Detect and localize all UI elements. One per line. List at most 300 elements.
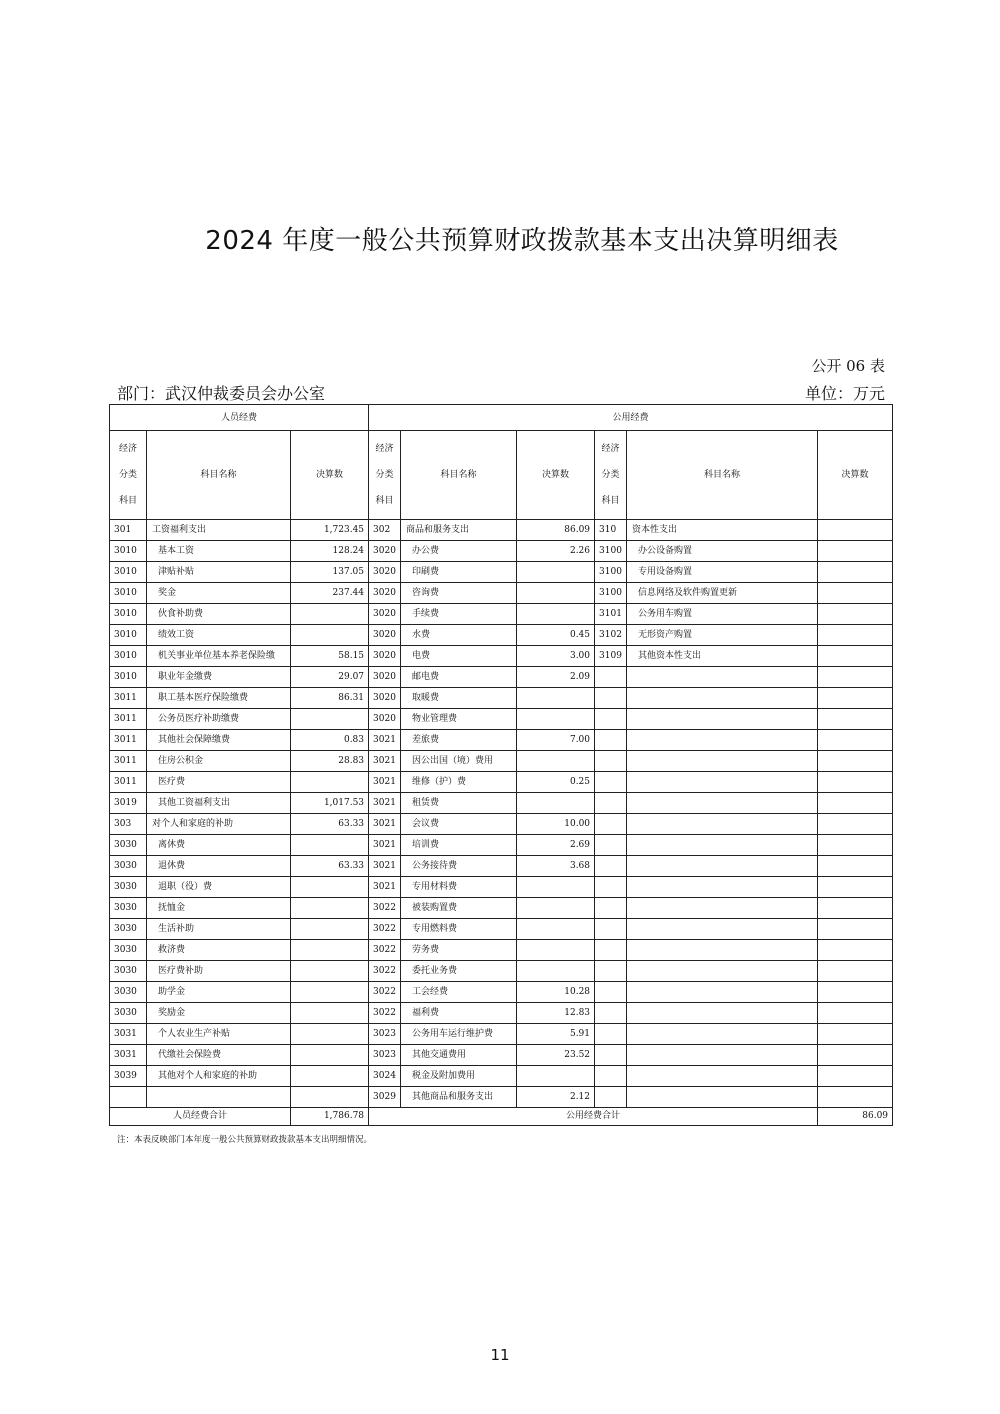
name-cell: 商品和服务支出 [401, 520, 517, 541]
amount-cell: 86.09 [517, 520, 595, 541]
code-cell [595, 1003, 627, 1024]
name-cell [147, 1087, 291, 1108]
code-cell: 3020 [369, 646, 401, 667]
amount-cell [818, 940, 893, 961]
code-cell [595, 856, 627, 877]
amount-cell [517, 1066, 595, 1087]
code-cell: 310 [595, 520, 627, 541]
code-cell: 3030 [110, 898, 147, 919]
amount-cell: 29.07 [291, 667, 369, 688]
amount-cell: 2.12 [517, 1087, 595, 1108]
code-cell: 3022 [369, 919, 401, 940]
table-code: 公开 06 表 [811, 357, 885, 375]
name-cell: 其他交通费用 [401, 1045, 517, 1066]
code-cell: 3011 [110, 751, 147, 772]
name-cell [627, 730, 818, 751]
code-cell: 3023 [369, 1045, 401, 1066]
code-cell [595, 709, 627, 730]
amount-cell: 0.25 [517, 772, 595, 793]
name-cell: 物业管理费 [401, 709, 517, 730]
code-cell: 3030 [110, 877, 147, 898]
code-cell: 3030 [110, 856, 147, 877]
name-cell: 对个人和家庭的补助 [147, 814, 291, 835]
amount-cell [517, 583, 595, 604]
name-cell [627, 940, 818, 961]
name-cell: 机关事业单位基本养老保险缴 [147, 646, 291, 667]
table-row [110, 898, 893, 919]
name-cell [627, 835, 818, 856]
code-cell: 3030 [110, 835, 147, 856]
amount-cell [291, 898, 369, 919]
amount-cell [291, 982, 369, 1003]
code-cell: 3020 [369, 667, 401, 688]
name-cell: 医疗费补助 [147, 961, 291, 982]
code-cell: 3020 [369, 625, 401, 646]
code-cell [595, 667, 627, 688]
code-cell: 3102 [595, 625, 627, 646]
name-cell: 公务员医疗补助缴费 [147, 709, 291, 730]
code-cell: 3022 [369, 982, 401, 1003]
column-header-row [110, 431, 893, 520]
amount-cell: 28.83 [291, 751, 369, 772]
code-cell: 3101 [595, 604, 627, 625]
name-cell [627, 919, 818, 940]
name-cell: 其他工资福利支出 [147, 793, 291, 814]
code-cell: 3021 [369, 793, 401, 814]
table-row [110, 1024, 893, 1045]
table-row [110, 688, 893, 709]
name-cell [627, 1003, 818, 1024]
code-cell: 3021 [369, 835, 401, 856]
amount-cell [818, 625, 893, 646]
table-row [110, 646, 893, 667]
code-cell: 3010 [110, 604, 147, 625]
name-cell: 离休费 [147, 835, 291, 856]
col-amount-header: 决算数 [818, 431, 893, 520]
amount-cell: 1,017.53 [291, 793, 369, 814]
department-label: 部门：武汉仲裁委员会办公室 [117, 384, 326, 403]
amount-cell: 2.26 [517, 541, 595, 562]
code-cell: 3010 [110, 583, 147, 604]
col-name-header: 科目名称 [401, 431, 517, 520]
amount-cell [818, 856, 893, 877]
amount-cell [517, 562, 595, 583]
code-cell: 3010 [110, 625, 147, 646]
name-cell: 办公费 [401, 541, 517, 562]
code-cell [595, 940, 627, 961]
table-row [110, 772, 893, 793]
table-row [110, 520, 893, 541]
amount-cell: 2.09 [517, 667, 595, 688]
code-cell [595, 982, 627, 1003]
name-cell: 专用燃料费 [401, 919, 517, 940]
table-row [110, 982, 893, 1003]
table-row [110, 919, 893, 940]
public-total-amount: 86.09 [818, 1108, 893, 1126]
name-cell: 奖励金 [147, 1003, 291, 1024]
name-cell [627, 1066, 818, 1087]
amount-cell: 2.69 [517, 835, 595, 856]
amount-cell: 10.00 [517, 814, 595, 835]
amount-cell [818, 709, 893, 730]
public-total-label: 公用经费合计 [369, 1108, 818, 1126]
table-row [110, 877, 893, 898]
name-cell: 维修（护）费 [401, 772, 517, 793]
name-cell: 基本工资 [147, 541, 291, 562]
code-cell: 3020 [369, 688, 401, 709]
name-cell: 邮电费 [401, 667, 517, 688]
name-cell: 手续费 [401, 604, 517, 625]
table-row [110, 751, 893, 772]
amount-cell [818, 1003, 893, 1024]
name-cell: 奖金 [147, 583, 291, 604]
amount-cell [818, 982, 893, 1003]
name-cell: 津贴补贴 [147, 562, 291, 583]
code-cell: 3030 [110, 940, 147, 961]
personnel-total-amount: 1,786.78 [291, 1108, 369, 1126]
code-cell [595, 835, 627, 856]
name-cell [627, 688, 818, 709]
code-cell: 3023 [369, 1024, 401, 1045]
name-cell: 绩效工资 [147, 625, 291, 646]
code-cell: 3011 [110, 730, 147, 751]
code-cell: 3010 [110, 667, 147, 688]
amount-cell [818, 562, 893, 583]
name-cell: 医疗费 [147, 772, 291, 793]
name-cell: 专用材料费 [401, 877, 517, 898]
col-amount-header: 决算数 [291, 431, 369, 520]
amount-cell [818, 688, 893, 709]
amount-cell [291, 625, 369, 646]
name-cell: 咨询费 [401, 583, 517, 604]
amount-cell [818, 898, 893, 919]
amount-cell [818, 646, 893, 667]
code-cell [110, 1087, 147, 1108]
code-cell: 3021 [369, 730, 401, 751]
name-cell: 代缴社会保险费 [147, 1045, 291, 1066]
name-cell: 差旅费 [401, 730, 517, 751]
amount-cell [291, 1045, 369, 1066]
name-cell [627, 772, 818, 793]
amount-cell: 128.24 [291, 541, 369, 562]
amount-cell [517, 793, 595, 814]
amount-cell [818, 772, 893, 793]
name-cell: 伙食补助费 [147, 604, 291, 625]
code-cell: 3019 [110, 793, 147, 814]
table-row [110, 625, 893, 646]
amount-cell [517, 604, 595, 625]
personnel-total-label: 人员经费合计 [110, 1108, 291, 1126]
amount-cell [818, 604, 893, 625]
code-cell: 3010 [110, 562, 147, 583]
code-cell: 301 [110, 520, 147, 541]
code-cell: 3010 [110, 541, 147, 562]
col-code-header: 经济 分类 科目 [369, 431, 401, 520]
name-cell [627, 898, 818, 919]
amount-cell [818, 1024, 893, 1045]
name-cell: 电费 [401, 646, 517, 667]
amount-cell: 86.31 [291, 688, 369, 709]
name-cell: 税金及附加费用 [401, 1066, 517, 1087]
totals-row [110, 1108, 893, 1126]
name-cell: 取暖费 [401, 688, 517, 709]
table-row [110, 835, 893, 856]
amount-cell [291, 1066, 369, 1087]
code-cell [595, 877, 627, 898]
col-amount-header: 决算数 [517, 431, 595, 520]
amount-cell [818, 583, 893, 604]
name-cell: 公务接待费 [401, 856, 517, 877]
name-cell: 抚恤金 [147, 898, 291, 919]
amount-cell: 0.83 [291, 730, 369, 751]
code-cell: 3011 [110, 688, 147, 709]
group-public-header: 公用经费 [369, 405, 893, 431]
amount-cell: 7.00 [517, 730, 595, 751]
name-cell: 无形资产购置 [627, 625, 818, 646]
name-cell: 其他资本性支出 [627, 646, 818, 667]
col-name-header: 科目名称 [147, 431, 291, 520]
amount-cell [517, 688, 595, 709]
name-cell: 工会经费 [401, 982, 517, 1003]
code-cell: 3022 [369, 961, 401, 982]
code-cell: 3021 [369, 772, 401, 793]
code-cell: 3021 [369, 877, 401, 898]
code-cell: 3020 [369, 709, 401, 730]
table-row [110, 667, 893, 688]
code-cell: 3020 [369, 541, 401, 562]
code-cell: 3022 [369, 940, 401, 961]
code-cell: 3022 [369, 1003, 401, 1024]
code-cell: 3031 [110, 1024, 147, 1045]
page-number: 11 [490, 1346, 510, 1364]
code-cell: 3029 [369, 1087, 401, 1108]
name-cell [627, 1024, 818, 1045]
name-cell: 工资福利支出 [147, 520, 291, 541]
amount-cell: 3.00 [517, 646, 595, 667]
name-cell: 劳务费 [401, 940, 517, 961]
code-cell: 3039 [110, 1066, 147, 1087]
amount-cell: 23.52 [517, 1045, 595, 1066]
amount-cell [517, 898, 595, 919]
amount-cell: 3.68 [517, 856, 595, 877]
name-cell: 水费 [401, 625, 517, 646]
amount-cell [818, 1087, 893, 1108]
name-cell: 职业年金缴费 [147, 667, 291, 688]
amount-cell [517, 877, 595, 898]
name-cell [627, 793, 818, 814]
code-cell: 3024 [369, 1066, 401, 1087]
name-cell: 专用设备购置 [627, 562, 818, 583]
amount-cell [291, 919, 369, 940]
code-cell: 3031 [110, 1045, 147, 1066]
code-cell [595, 898, 627, 919]
name-cell [627, 1045, 818, 1066]
amount-cell: 58.15 [291, 646, 369, 667]
name-cell: 印刷费 [401, 562, 517, 583]
table-row [110, 793, 893, 814]
code-cell: 3030 [110, 961, 147, 982]
name-cell: 其他社会保障缴费 [147, 730, 291, 751]
table-row [110, 814, 893, 835]
amount-cell [818, 751, 893, 772]
amount-cell [818, 1045, 893, 1066]
name-cell: 会议费 [401, 814, 517, 835]
code-cell: 3011 [110, 772, 147, 793]
amount-cell: 237.44 [291, 583, 369, 604]
name-cell: 其他商品和服务支出 [401, 1087, 517, 1108]
code-cell [595, 730, 627, 751]
amount-cell [291, 961, 369, 982]
code-cell: 3021 [369, 856, 401, 877]
code-cell: 3109 [595, 646, 627, 667]
code-cell: 3010 [110, 646, 147, 667]
code-cell: 3020 [369, 604, 401, 625]
name-cell: 退职（役）费 [147, 877, 291, 898]
amount-cell [291, 709, 369, 730]
code-cell [595, 1087, 627, 1108]
table-row [110, 604, 893, 625]
page-title: 2024 年度一般公共预算财政拨款基本支出决算明细表 [205, 226, 839, 256]
table-note: 注：本表反映部门本年度一般公共预算财政拨款基本支出明细情况。 [117, 1135, 373, 1145]
code-cell: 3030 [110, 919, 147, 940]
col-code-header: 经济 分类 科目 [595, 431, 627, 520]
amount-cell [818, 541, 893, 562]
table-row [110, 1066, 893, 1087]
code-cell: 3021 [369, 751, 401, 772]
name-cell: 生活补助 [147, 919, 291, 940]
amount-cell: 137.05 [291, 562, 369, 583]
col-name-header: 科目名称 [627, 431, 818, 520]
code-cell: 3011 [110, 709, 147, 730]
name-cell: 公务用车运行维护费 [401, 1024, 517, 1045]
name-cell: 信息网络及软件购置更新 [627, 583, 818, 604]
amount-cell [291, 604, 369, 625]
name-cell: 救济费 [147, 940, 291, 961]
name-cell: 助学金 [147, 982, 291, 1003]
name-cell: 退休费 [147, 856, 291, 877]
amount-cell: 63.33 [291, 856, 369, 877]
amount-cell [291, 1087, 369, 1108]
name-cell: 培训费 [401, 835, 517, 856]
code-cell: 3030 [110, 982, 147, 1003]
amount-cell [818, 1066, 893, 1087]
name-cell: 职工基本医疗保险缴费 [147, 688, 291, 709]
amount-cell [291, 835, 369, 856]
name-cell [627, 814, 818, 835]
amount-cell [517, 751, 595, 772]
name-cell [627, 667, 818, 688]
code-cell: 3021 [369, 814, 401, 835]
code-cell: 302 [369, 520, 401, 541]
amount-cell: 5.91 [517, 1024, 595, 1045]
table-row [110, 940, 893, 961]
amount-cell [818, 835, 893, 856]
code-cell: 3100 [595, 562, 627, 583]
name-cell: 住房公积金 [147, 751, 291, 772]
code-cell [595, 1045, 627, 1066]
name-cell: 被装购置费 [401, 898, 517, 919]
amount-cell [291, 1003, 369, 1024]
table-row [110, 730, 893, 751]
amount-cell [517, 919, 595, 940]
amount-cell: 1,723.45 [291, 520, 369, 541]
amount-cell [291, 877, 369, 898]
amount-cell [818, 877, 893, 898]
amount-cell: 63.33 [291, 814, 369, 835]
code-cell [595, 1024, 627, 1045]
name-cell [627, 982, 818, 1003]
name-cell: 因公出国（境）费用 [401, 751, 517, 772]
name-cell [627, 709, 818, 730]
name-cell: 其他对个人和家庭的补助 [147, 1066, 291, 1087]
amount-cell [517, 961, 595, 982]
amount-cell [818, 961, 893, 982]
table-row [110, 1003, 893, 1024]
table-row [110, 709, 893, 730]
amount-cell [818, 793, 893, 814]
table-row [110, 856, 893, 877]
group-personnel-header: 人员经费 [110, 405, 369, 431]
amount-cell: 10.28 [517, 982, 595, 1003]
unit-label: 单位：万元 [804, 384, 885, 403]
table-row [110, 541, 893, 562]
code-cell [595, 1066, 627, 1087]
code-cell [595, 688, 627, 709]
code-cell: 3100 [595, 541, 627, 562]
code-cell: 303 [110, 814, 147, 835]
code-cell: 3020 [369, 583, 401, 604]
table-row [110, 1087, 893, 1108]
amount-cell [818, 730, 893, 751]
name-cell [627, 961, 818, 982]
amount-cell: 0.45 [517, 625, 595, 646]
code-cell [595, 814, 627, 835]
table-row [110, 961, 893, 982]
name-cell [627, 1087, 818, 1108]
table-row [110, 562, 893, 583]
code-cell [595, 751, 627, 772]
name-cell [627, 856, 818, 877]
name-cell: 办公设备购置 [627, 541, 818, 562]
code-cell [595, 919, 627, 940]
amount-cell [818, 667, 893, 688]
amount-cell [517, 709, 595, 730]
table-row [110, 583, 893, 604]
name-cell: 福利费 [401, 1003, 517, 1024]
amount-cell [818, 520, 893, 541]
code-cell: 3100 [595, 583, 627, 604]
name-cell: 个人农业生产补贴 [147, 1024, 291, 1045]
code-cell [595, 772, 627, 793]
amount-cell [291, 1024, 369, 1045]
code-cell: 3020 [369, 562, 401, 583]
name-cell: 委托业务费 [401, 961, 517, 982]
amount-cell [291, 772, 369, 793]
name-cell: 公务用车购置 [627, 604, 818, 625]
expenditure-table [109, 404, 893, 1126]
amount-cell: 12.83 [517, 1003, 595, 1024]
name-cell: 租赁费 [401, 793, 517, 814]
code-cell: 3030 [110, 1003, 147, 1024]
code-cell: 3022 [369, 898, 401, 919]
col-code-header: 经济 分类 科目 [110, 431, 147, 520]
amount-cell [818, 919, 893, 940]
name-cell: 资本性支出 [627, 520, 818, 541]
code-cell [595, 793, 627, 814]
amount-cell [291, 940, 369, 961]
code-cell [595, 961, 627, 982]
name-cell [627, 877, 818, 898]
